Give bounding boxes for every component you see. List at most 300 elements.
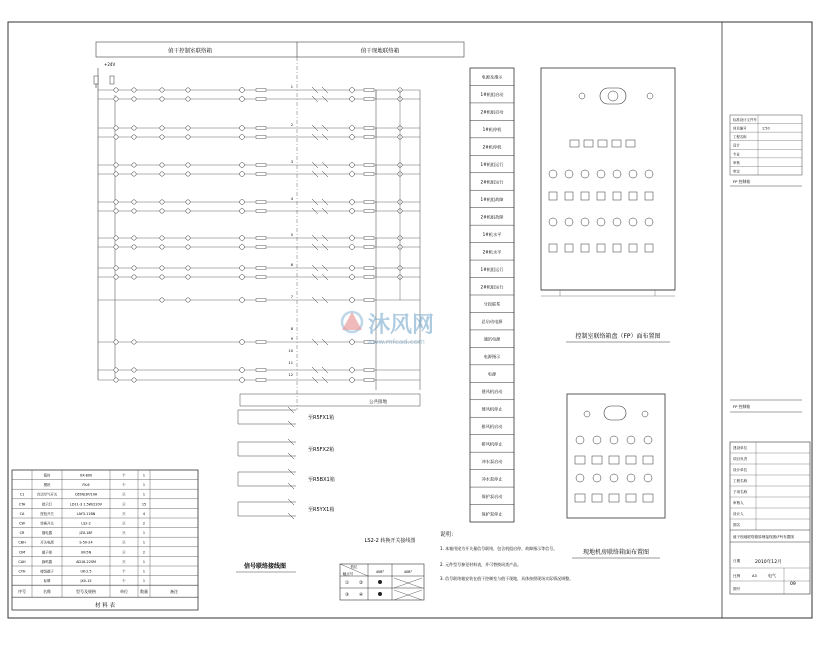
- date-label: 日期: [733, 559, 741, 563]
- lamp-symbol: [350, 378, 355, 383]
- lamp-symbol: [350, 266, 355, 271]
- resistor-symbol: [364, 127, 374, 130]
- materials-cell: 只: [122, 492, 126, 497]
- push-button-icon: [549, 192, 557, 200]
- resistor-symbol: [364, 267, 374, 270]
- lamp-symbol: [240, 275, 245, 280]
- notes-title: 说明：: [440, 532, 457, 538]
- push-button-icon: [629, 244, 637, 252]
- materials-cell: LD11-3 1.5W/220V: [70, 502, 102, 507]
- date-value: 2010年12月: [755, 560, 782, 565]
- drawing-name: 值干现地联络箱原理接线图(FP)布置图: [733, 535, 794, 539]
- lamp-symbol: [350, 209, 355, 214]
- resistor-symbol: [364, 210, 374, 213]
- switch-col-c: 40B°: [375, 570, 385, 574]
- materials-cell: 个: [122, 569, 126, 574]
- resistor-symbol: [256, 276, 266, 279]
- switch-icon: [598, 140, 607, 147]
- function-label: 2#机组运行: [480, 179, 504, 185]
- indicator-lamp-icon: [549, 170, 557, 178]
- contact-symbol: [160, 172, 164, 176]
- contact-symbol: [186, 245, 190, 249]
- note-item: 3. 信号联络箱安装在值干控制室与值干现地，具体按照现场实际情况调整。: [440, 576, 574, 581]
- materials-cell: 个: [122, 483, 126, 488]
- wiring-title: 信号联络接线图: [243, 563, 287, 570]
- line-number: 2: [290, 123, 293, 127]
- contact-symbol: [186, 298, 190, 302]
- line-number: 4: [290, 197, 293, 201]
- title-block: [722, 22, 810, 618]
- lamp-symbol: [240, 200, 245, 205]
- contact-symbol: [186, 209, 190, 213]
- materials-cell: JZX-18F: [79, 531, 93, 536]
- contact-symbol: [186, 200, 190, 204]
- contact-symbol: [132, 378, 136, 382]
- materials-cell: CW: [19, 521, 25, 526]
- materials-cell: 接线端子: [40, 569, 54, 574]
- lamp-symbol: [350, 88, 355, 93]
- watermark-logo-icon: [342, 312, 362, 332]
- materials-cell: 模块: [43, 483, 51, 488]
- materials-header: 单位: [120, 589, 128, 595]
- lamp-symbol: [350, 298, 355, 303]
- title-block-label: 设计人: [733, 512, 744, 516]
- materials-cell: 只: [122, 511, 126, 516]
- indicator-lamp-icon: [644, 474, 652, 482]
- function-label: 1#机组运行: [480, 162, 504, 168]
- resistor-symbol: [256, 98, 266, 101]
- push-button-icon: [575, 456, 585, 464]
- resistor-symbol: [256, 369, 266, 372]
- contact-symbol: [160, 275, 164, 279]
- materials-cell: 标牌: [43, 579, 51, 584]
- line-number: 6: [290, 263, 293, 267]
- materials-cell: 4: [142, 511, 146, 516]
- materials-cell: CA: [19, 511, 25, 516]
- note-item: 2. 元件型号参见材料表，并可替换同类产品。: [440, 562, 522, 567]
- supply-label: +24V: [104, 62, 116, 67]
- header-left-label: 值干控制室联络箱: [167, 48, 213, 55]
- function-label: 冲水泵启动: [481, 458, 503, 464]
- lamp-symbol: [350, 200, 355, 205]
- wiring-box-label: 至R5FX1箱: [308, 415, 335, 421]
- indicator-lamp-icon: [627, 436, 635, 444]
- note-item: 1. 本箱用途为开关量信号联络，包含机组启停、故障指示等信号。: [440, 546, 558, 551]
- contact-symbol: [114, 266, 118, 270]
- contact-symbol: [186, 163, 190, 167]
- materials-cell: 1: [142, 559, 146, 564]
- line-number: 10: [288, 349, 293, 353]
- sheet-label: 图号: [733, 587, 741, 591]
- function-label: 保护泵停止: [481, 511, 503, 517]
- push-button-icon: [592, 494, 602, 502]
- alarm-bell-icon: [604, 406, 626, 420]
- function-label: 冲水泵停止: [481, 476, 503, 482]
- switch-icon: [612, 140, 621, 147]
- materials-cell: 2: [142, 550, 146, 555]
- title-block-label: 标准设计文件号: [733, 118, 757, 122]
- indicator-lamp-icon: [613, 218, 621, 226]
- contact-symbol: [186, 97, 190, 101]
- indicator-lamp-icon: [576, 436, 584, 444]
- indicator-lamp-icon: [549, 218, 557, 226]
- contact-symbol: [132, 97, 136, 101]
- schematic-header: [96, 42, 464, 57]
- materials-table: [12, 470, 198, 610]
- watermark-name: 沐风网: [368, 313, 435, 338]
- wiring-box-label: 至R5YX1箱: [308, 507, 335, 513]
- lamp-symbol: [350, 368, 355, 373]
- push-button-icon: [609, 494, 619, 502]
- indicator-lamp-icon: [576, 474, 584, 482]
- line-number: 7: [290, 295, 293, 299]
- contact-symbol: [160, 209, 164, 213]
- resistor-symbol: [364, 173, 374, 176]
- panel-bottom-title: 现地机房联络箱面布置图: [582, 549, 650, 556]
- lamp-symbol: [240, 97, 245, 102]
- materials-cell: 按钮开关: [40, 511, 54, 516]
- title-block-label: 专业: [733, 152, 740, 157]
- resistor-symbol: [256, 201, 266, 204]
- push-button-icon: [609, 456, 619, 464]
- materials-cell: 蜂鸣器: [41, 559, 53, 564]
- contact-symbol: [114, 245, 118, 249]
- indicator-lamp-icon: [565, 170, 573, 178]
- materials-cell: 端子排: [41, 550, 53, 555]
- contact-symbol: [132, 172, 136, 176]
- materials-cell: S-50-24: [79, 540, 93, 545]
- sheet-number: 09: [790, 582, 796, 587]
- scale-label: 比例: [733, 574, 741, 578]
- lamp-symbol: [350, 163, 355, 168]
- contact-symbol: [114, 200, 118, 204]
- resistor-symbol: [364, 89, 374, 92]
- materials-title: 材 料 表: [95, 603, 115, 609]
- materials-cell: 1: [142, 569, 146, 574]
- materials-cell: 只: [122, 540, 126, 545]
- contact-symbol: [132, 266, 136, 270]
- switch-title: LS2-2 转换开关接线图: [364, 538, 416, 544]
- function-label: 保护泵启动: [481, 493, 503, 499]
- push-button-icon: [643, 494, 653, 502]
- wiring-box-label: 至R5FX2箱: [308, 447, 335, 453]
- lamp-symbol: [350, 340, 355, 345]
- switch-col-a: 档位: [350, 565, 358, 569]
- resistor-symbol: [256, 267, 266, 270]
- indicator-lamp-icon: [645, 170, 653, 178]
- materials-cell: CBH: [18, 540, 26, 545]
- indicator-lamp-icon: [593, 474, 601, 482]
- materials-header: 名称: [43, 589, 51, 595]
- indicator-lamp-icon: [613, 170, 621, 178]
- resistor-symbol: [364, 276, 374, 279]
- panel-top-title: 控制室联络箱盘（FP）面布置图: [575, 333, 661, 340]
- function-label: 2#机组启动: [480, 109, 504, 115]
- title-block-label: 设计: [733, 143, 740, 148]
- materials-cell: 指示灯: [41, 502, 53, 507]
- contact-symbol: [132, 368, 136, 372]
- switch-icon: [584, 140, 593, 147]
- push-button-icon: [626, 456, 636, 464]
- materials-cell: 箱体: [43, 473, 51, 478]
- watermark: [342, 312, 434, 346]
- resistor-symbol: [256, 379, 266, 382]
- fp-label-2: FP 控制箱: [733, 404, 751, 409]
- function-label: 电源: [487, 371, 497, 377]
- resistor-symbol: [256, 341, 266, 344]
- fuse-symbol: [110, 76, 114, 84]
- lamp-symbol: [240, 209, 245, 214]
- contact-symbol: [132, 340, 136, 344]
- function-label: 分段联系: [483, 301, 501, 307]
- lamp-symbol: [240, 340, 245, 345]
- function-label: 2#机停机: [482, 144, 502, 150]
- push-button-icon: [645, 192, 653, 200]
- materials-cell: LS2-2: [81, 521, 91, 526]
- function-label: 2#机组运行: [480, 284, 504, 290]
- contact-symbol: [114, 209, 118, 213]
- materials-cell: 转换开关: [40, 521, 54, 526]
- contact-symbol: [160, 163, 164, 167]
- indicator-lamp-icon: [629, 218, 637, 226]
- indicator-lamp-icon: [581, 218, 589, 226]
- lamp-symbol: [350, 135, 355, 140]
- materials-header: 备注: [170, 589, 178, 595]
- function-label: 1#机停机: [482, 127, 502, 133]
- signal-wiring: [236, 407, 335, 572]
- resistor-symbol: [256, 164, 266, 167]
- indicator-lamp-icon: [579, 93, 585, 99]
- function-label: 建风机启动: [481, 389, 503, 395]
- resistor-symbol: [364, 136, 374, 139]
- materials-cell: CTA: [18, 502, 26, 507]
- contact-symbol: [186, 266, 190, 270]
- resistor-symbol: [364, 164, 374, 167]
- indicator-lamp-icon: [629, 170, 637, 178]
- materials-cell: 1: [142, 473, 146, 478]
- materials-cell: 15: [141, 502, 147, 507]
- function-label: 1#机组运行: [480, 266, 504, 272]
- lamp-symbol: [350, 97, 355, 102]
- resistor-symbol: [364, 98, 374, 101]
- function-label: 电源指示: [483, 354, 501, 360]
- title-block-label: 工程名称: [733, 135, 747, 140]
- materials-cell: AD16-22SM: [76, 559, 96, 564]
- switch-cell: ③: [344, 593, 350, 598]
- push-button-icon: [565, 244, 573, 252]
- push-button-icon: [597, 192, 605, 200]
- title-block-label: 建设单位: [733, 446, 748, 450]
- materials-header: 序号: [18, 589, 26, 595]
- function-label: 通讯电源: [483, 336, 501, 342]
- indicator-lamp-icon: [581, 170, 589, 178]
- contact-symbol: [114, 135, 118, 139]
- materials-cell: JX0-15: [80, 579, 92, 584]
- function-label: 1#机组故障: [480, 196, 504, 202]
- contact-symbol: [114, 378, 118, 382]
- materials-cell: 只: [122, 550, 126, 555]
- materials-cell: 开关电源: [40, 540, 54, 545]
- contact-symbol: [132, 275, 136, 279]
- lamp-symbol: [350, 172, 355, 177]
- resistor-symbol: [256, 299, 266, 302]
- contact-symbol: [186, 236, 190, 240]
- resistor-symbol: [256, 127, 266, 130]
- indicator-lamp-icon: [647, 93, 653, 99]
- function-label: 总启动电源: [481, 319, 503, 325]
- title-block-label: 子项名称: [733, 490, 748, 494]
- materials-cell: XX-800: [79, 473, 93, 478]
- push-button-icon: [597, 244, 605, 252]
- materials-cell: 1: [142, 483, 146, 488]
- materials-cell: CYH: [18, 569, 26, 574]
- lamp-symbol: [240, 378, 245, 383]
- control-panel-top: [541, 68, 675, 342]
- lamp-symbol: [350, 236, 355, 241]
- push-button-icon: [629, 192, 637, 200]
- switch-icon: [626, 140, 635, 147]
- function-label: 建风机停止: [481, 406, 503, 412]
- lamp-symbol: [240, 236, 245, 241]
- push-button-icon: [592, 456, 602, 464]
- push-button-icon: [565, 192, 573, 200]
- materials-cell: 只: [122, 521, 126, 526]
- materials-cell: UK-5N: [80, 550, 92, 555]
- lamp-symbol: [240, 172, 245, 177]
- contact-symbol: [160, 135, 164, 139]
- resistor-symbol: [364, 299, 374, 302]
- lamp-symbol: [350, 275, 355, 280]
- contact-symbol: [132, 163, 136, 167]
- indicator-lamp-icon: [644, 436, 652, 444]
- contact-symbol: [186, 126, 190, 130]
- function-label: 2#机水平: [482, 249, 502, 255]
- contact-symbol: [160, 245, 164, 249]
- schematic: [94, 42, 464, 410]
- title-block-label: 审核人: [733, 501, 744, 505]
- materials-cell: UK-2.5: [80, 569, 92, 574]
- materials-header: 数量: [140, 589, 148, 595]
- contact-symbol: [132, 88, 136, 92]
- resistor-symbol: [364, 237, 374, 240]
- contact-symbol: [132, 200, 136, 204]
- materials-cell: 个: [122, 473, 126, 478]
- bus-box: [240, 394, 420, 406]
- indicator-lamp-icon: [610, 436, 618, 444]
- indicator-lamp-icon: [565, 218, 573, 226]
- indicator-lamp-icon: [627, 474, 635, 482]
- materials-cell: FK-6: [82, 483, 90, 488]
- switch-col-d: 40B°: [403, 570, 413, 574]
- wiring-box-label: 至R5BX1箱: [308, 477, 335, 483]
- function-label: 排风机启动: [481, 423, 503, 429]
- function-label: 1#机组启动: [480, 92, 504, 98]
- contact-symbol: [114, 126, 118, 130]
- bell-icon: [608, 91, 618, 101]
- line-number: 12: [288, 373, 293, 377]
- indicator-lamp-icon: [642, 411, 648, 417]
- lamp-symbol: [240, 245, 245, 250]
- resistor-symbol: [364, 369, 374, 372]
- contact-symbol: [114, 163, 118, 167]
- contact-symbol: [160, 88, 164, 92]
- materials-cell: CAH: [18, 559, 26, 564]
- push-button-icon: [581, 244, 589, 252]
- resistor-symbol: [364, 246, 374, 249]
- title-block-label: 工程名称: [733, 479, 748, 483]
- contact-symbol: [160, 298, 164, 302]
- contact-symbol: [132, 236, 136, 240]
- indicator-lamp-icon: [645, 218, 653, 226]
- resistor-symbol: [256, 210, 266, 213]
- function-label: 排风机停止: [481, 441, 503, 447]
- materials-header: 型号及规格: [76, 589, 96, 595]
- discipline: 电气: [768, 573, 776, 578]
- materials-cell: 1: [142, 531, 146, 536]
- switch-cell: ①: [344, 581, 350, 586]
- materials-cell: LAY3-11BN: [76, 511, 96, 516]
- notes: [440, 530, 573, 581]
- revision: A3: [752, 574, 757, 578]
- materials-cell: C1: [19, 492, 25, 497]
- contact-symbol: [114, 275, 118, 279]
- lamp-symbol: [350, 126, 355, 131]
- resistor-symbol: [256, 89, 266, 92]
- switch-cell: ④: [358, 593, 364, 598]
- lamp-symbol: [240, 135, 245, 140]
- lamp-symbol: [240, 88, 245, 93]
- resistor-symbol: [256, 237, 266, 240]
- lamp-symbol: [240, 163, 245, 168]
- title-block-label: 项目编号: [733, 126, 747, 131]
- indicator-lamp-icon: [610, 474, 618, 482]
- function-label: 1#机水平: [482, 231, 502, 237]
- function-column: [470, 68, 514, 522]
- title-block-label: 审定: [733, 169, 740, 174]
- push-button-icon: [549, 244, 557, 252]
- push-button-icon: [581, 192, 589, 200]
- push-button-icon: [613, 192, 621, 200]
- contact-symbol: [132, 209, 136, 213]
- title-block-label: 图名: [733, 523, 741, 527]
- materials-cell: 2: [142, 521, 146, 526]
- contact-symbol: [114, 368, 118, 372]
- function-label: 电源及指示: [481, 74, 503, 80]
- title-block-label: 设计单位: [733, 468, 748, 472]
- materials-cell: 继电器: [41, 531, 53, 536]
- line-number: 8: [290, 327, 293, 331]
- control-panel-bottom: [567, 394, 665, 558]
- title-block-value: 1:50: [762, 126, 770, 131]
- push-button-icon: [626, 494, 636, 502]
- contact-symbol: [160, 200, 164, 204]
- resistor-symbol: [256, 136, 266, 139]
- push-button-icon: [613, 244, 621, 252]
- contact-symbol: [114, 97, 118, 101]
- switch-col-positions: 触点号: [342, 572, 354, 576]
- contact-symbol: [114, 340, 118, 344]
- push-button-icon: [645, 244, 653, 252]
- lamp-symbol: [350, 245, 355, 250]
- contact-symbol: [186, 88, 190, 92]
- indicator-lamp-icon: [584, 411, 590, 417]
- resistor-symbol: [364, 379, 374, 382]
- lamp-symbol: [240, 368, 245, 373]
- line-number: 1: [290, 85, 293, 89]
- line-number: 9: [290, 337, 293, 341]
- contact-symbol: [132, 245, 136, 249]
- materials-cell: 只: [122, 531, 126, 536]
